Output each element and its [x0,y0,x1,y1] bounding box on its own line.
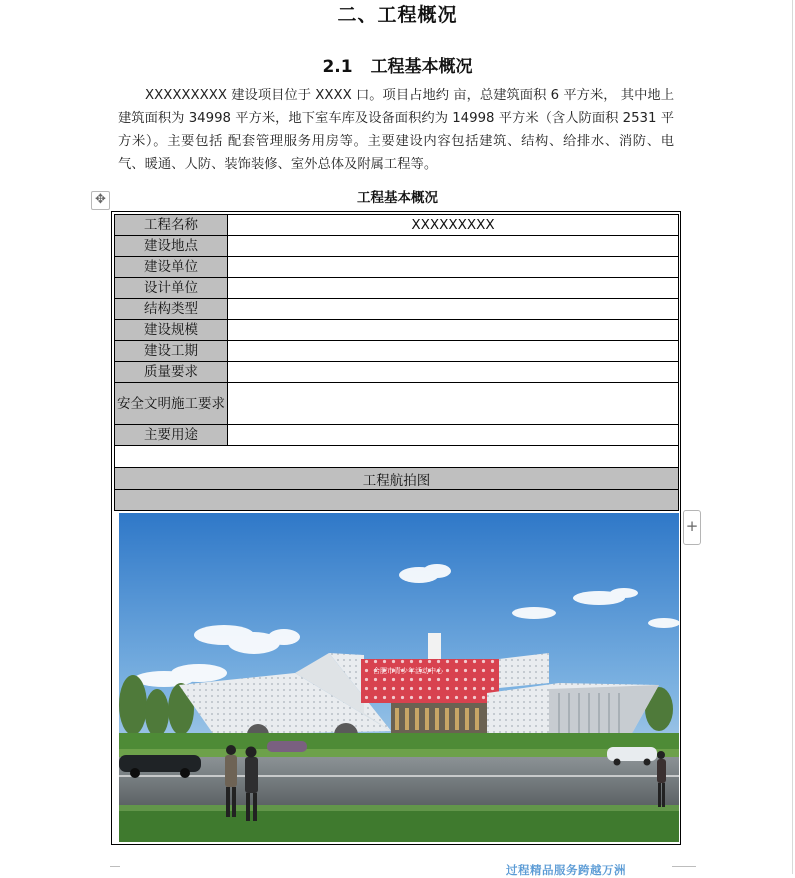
table-row [115,425,679,446]
move-icon[interactable]: ✥ [91,191,110,210]
info-table [114,214,679,511]
intro-paragraph [118,84,674,176]
row-label: 建设工期 [115,341,228,362]
table-row [115,299,679,320]
row-label: 结构类型 [115,299,228,320]
row-label: 建设单位 [115,257,228,278]
row-value[interactable] [228,341,679,362]
row-label: 工程名称 [115,215,228,236]
row-value[interactable] [228,362,679,383]
table-row [115,320,679,341]
project-overview-table [111,211,681,845]
row-value[interactable]: XXXXXXXXX [228,215,679,236]
plus-icon[interactable]: + [683,510,701,545]
chapter-heading: 二、工程概况 [337,4,458,26]
row-value[interactable] [228,425,679,446]
row-value[interactable] [228,236,679,257]
table-row-gray [115,490,679,511]
aerial-photo [119,513,679,842]
row-value[interactable] [228,383,679,425]
row-value[interactable] [228,320,679,341]
row-label: 质量要求 [115,362,228,383]
table-row [115,383,679,425]
table-row [115,278,679,299]
table-row [115,215,679,236]
row-label: 主要用途 [115,425,228,446]
section-heading [0,52,795,77]
photo-section-row [115,468,679,490]
blank-cell[interactable] [115,446,679,468]
table-row-blank [115,446,679,468]
section-number: 2.1 [322,57,353,77]
footer-slogan: 过程精品服务跨越万洲 [506,863,626,877]
table-row [115,341,679,362]
row-value[interactable] [228,299,679,320]
table-caption: 工程基本概况 [357,190,438,206]
photo-sign: 合肥市青少年活动中心 [373,668,443,675]
page-edge [792,0,793,874]
photo-section-title: 工程航拍图 [115,468,679,490]
row-label: 安全文明施工要求 [115,383,228,425]
table-row [115,236,679,257]
intro-text: XXXXXXXXX 建设项目位于 XXXX 口。项目占地约 亩，总建筑面积 6 平方米， 其中地上建筑面积为 34998 平方米，地下室车库及设备面积约为 14998 平方米（含人防面积 2531 平方米）。主要包括 配套管理服务用房等。主要建设内容包括建筑、结构、给排水、消防、电气、暖通、人防、装饰装修、室外总体及附属工程等。 [118,88,675,172]
row-value[interactable] [228,257,679,278]
section-title: 工程基本概况 [370,57,473,77]
table-row [115,257,679,278]
row-label: 建设规模 [115,320,228,341]
gray-cell[interactable] [115,490,679,511]
building-rendering [119,513,679,842]
row-value[interactable] [228,278,679,299]
table-row [115,362,679,383]
row-label: 设计单位 [115,278,228,299]
row-label: 建设地点 [115,236,228,257]
